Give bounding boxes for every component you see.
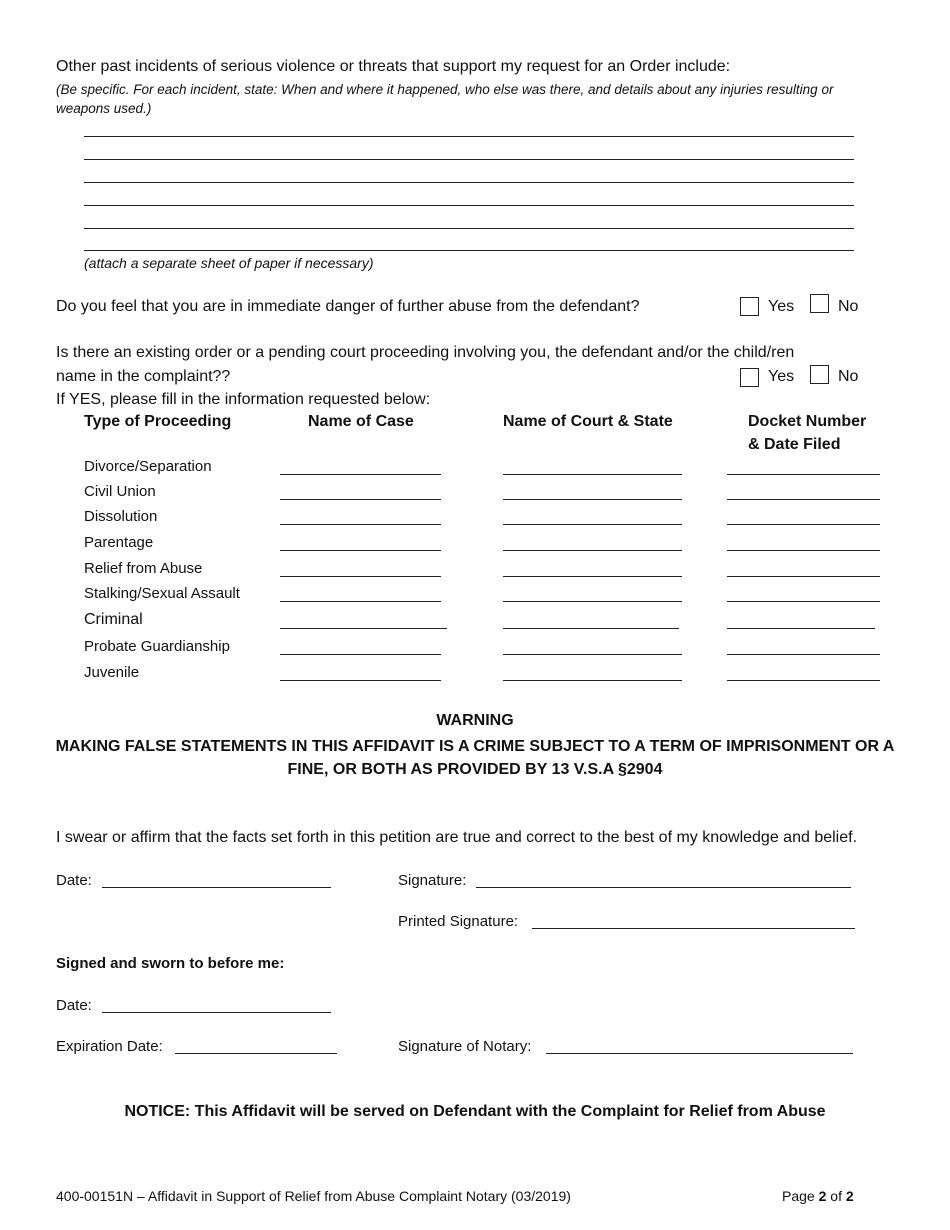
incident-line-4[interactable] [84,205,854,206]
footer-page-number [782,1188,854,1204]
case-name-field[interactable] [280,550,441,551]
page-of: of [830,1188,842,1204]
danger-question: Do you feel that you are in immediate danger of further abuse from the defendant? [56,298,640,315]
docket-date-field[interactable] [727,474,880,475]
attach-note: (attach a separate sheet of paper if necessary) [84,255,374,271]
warning-text: MAKING FALSE STATEMENTS IN THIS AFFIDAVIT IS A CRIME SUBJECT TO A TERM OF IMPRISONMENT OR A FINE, OR BOTH AS PROVIDED BY 13 V.S.A §2904 [55,738,895,778]
court-name-field[interactable] [503,550,682,551]
docket-date-field[interactable] [727,499,880,500]
case-name-field[interactable] [280,576,441,577]
docket-date-field[interactable] [727,654,880,655]
existing-order-no-checkbox[interactable] [810,365,829,384]
court-name-field[interactable] [503,499,682,500]
oath-statement: I swear or affirm that the facts set forth in this petition are true and correct to the best of my knowledge and belief. [56,829,858,846]
header-docket-number: Docket Number [748,413,867,430]
proceeding-type-criminal: Criminal [84,611,143,628]
expiration-date-label: Expiration Date: [56,1038,163,1055]
court-name-field[interactable] [503,474,682,475]
docket-date-field[interactable] [727,524,880,525]
proceeding-type-parentage: Parentage [84,534,154,551]
proceeding-type-divorce: Divorce/Separation [84,458,212,475]
docket-date-field[interactable] [727,601,880,602]
oath-date-field[interactable] [102,887,331,888]
case-name-field[interactable] [280,654,441,655]
warning-title: WARNING [436,712,514,729]
signature-label: Signature: [398,872,467,889]
court-name-field[interactable] [503,628,679,629]
notary-heading: Signed and sworn to before me: [56,955,285,972]
notary-date-label: Date: [56,997,92,1014]
docket-date-field[interactable] [727,628,875,629]
incident-line-1[interactable] [84,136,854,137]
oath-date-label: Date: [56,872,92,889]
incidents-instructions: (Be specific. For each incident, state: When and where it happened, who else was there, and details about any injuries resulting or weapons used.) [56,82,834,116]
danger-no-checkbox[interactable] [810,294,829,313]
danger-yes-checkbox[interactable] [740,297,759,316]
existing-order-question-line1: Is there an existing order or a pending court proceeding involving you, the defendant and/or the child/ren [56,344,795,361]
header-name-of-court: Name of Court & State [503,413,673,430]
existing-order-yes-label: Yes [768,368,795,385]
footer-form-id: 400-00151N – Affidavit in Support of Relief from Abuse Complaint Notary (03/2019) [56,1188,571,1204]
incidents-prompt: Other past incidents of serious violence or threats that support my request for an Order include: [56,58,731,75]
proceeding-type-dissolution: Dissolution [84,508,158,525]
notary-signature-field[interactable] [546,1053,853,1054]
proceeding-type-juvenile: Juvenile [84,664,140,681]
court-name-field[interactable] [503,680,682,681]
existing-order-no-label: No [838,368,859,385]
notary-signature-label: Signature of Notary: [398,1038,532,1055]
docket-date-field[interactable] [727,550,880,551]
existing-order-yes-checkbox[interactable] [740,368,759,387]
notary-date-field[interactable] [102,1012,331,1013]
page-prefix: Page [782,1188,815,1204]
signature-field[interactable] [476,887,851,888]
printed-signature-field[interactable] [532,928,855,929]
case-name-field[interactable] [280,524,441,525]
printed-signature-label: Printed Signature: [398,913,519,930]
incident-line-3[interactable] [84,182,854,183]
page-total: 2 [845,1188,854,1204]
header-name-of-case: Name of Case [308,413,414,430]
case-name-field[interactable] [280,474,441,475]
incident-line-5[interactable] [84,228,854,229]
court-name-field[interactable] [503,654,682,655]
header-date-filed: & Date Filed [748,436,841,453]
court-name-field[interactable] [503,576,682,577]
danger-no-label: No [838,298,859,315]
header-type-of-proceeding: Type of Proceeding [84,413,232,430]
docket-date-field[interactable] [727,680,880,681]
incident-line-6[interactable] [84,250,854,251]
existing-order-question-line2: name in the complaint?? [56,368,231,385]
court-name-field[interactable] [503,524,682,525]
court-name-field[interactable] [503,601,682,602]
docket-date-field[interactable] [727,576,880,577]
proceeding-type-civil-union: Civil Union [84,483,156,500]
expiration-date-field[interactable] [175,1053,337,1054]
danger-yes-label: Yes [768,298,795,315]
fill-instruction: If YES, please fill in the information requested below: [56,391,431,408]
case-name-field[interactable] [280,680,441,681]
case-name-field[interactable] [280,601,441,602]
proceeding-type-probate: Probate Guardianship [84,638,230,655]
page-current: 2 [818,1188,827,1204]
case-name-field[interactable] [280,499,441,500]
incident-line-2[interactable] [84,159,854,160]
case-name-field[interactable] [280,628,447,629]
proceeding-type-relief-from-abuse: Relief from Abuse [84,560,203,577]
notice: NOTICE: This Affidavit will be served on Defendant with the Complaint for Relief from Abuse [124,1103,826,1120]
proceeding-type-stalking: Stalking/Sexual Assault [84,585,240,602]
